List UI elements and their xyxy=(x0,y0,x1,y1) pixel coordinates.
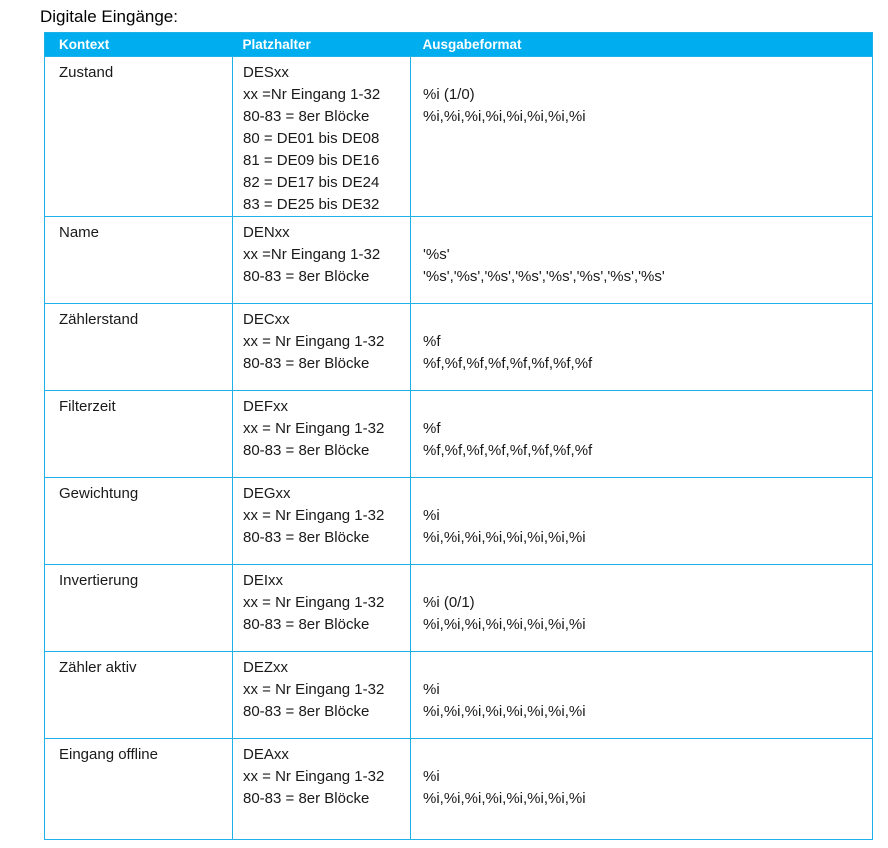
digital-inputs-table xyxy=(44,32,873,840)
table-row xyxy=(45,652,873,739)
text-line: xx = Nr Eingang 1-32 xyxy=(243,420,385,437)
text-line: %i,%i,%i,%i,%i,%i,%i,%i xyxy=(423,790,586,807)
kontext-cell: Zustand xyxy=(45,57,233,217)
platzhalter-cell xyxy=(233,217,411,304)
text-line: %i xyxy=(423,768,440,785)
text-line: %i,%i,%i,%i,%i,%i,%i,%i xyxy=(423,703,586,720)
text-line: 80-83 = 8er Blöcke xyxy=(243,529,370,546)
text-line: xx = Nr Eingang 1-32 xyxy=(243,333,385,350)
table-row xyxy=(45,57,873,217)
ausgabeformat-cell xyxy=(411,565,873,652)
text-line: 83 = DE25 bis DE32 xyxy=(243,196,380,213)
text-line: DECxx xyxy=(243,311,290,328)
table-row xyxy=(45,391,873,478)
text-line: DEGxx xyxy=(243,485,291,502)
kontext-cell: Invertierung xyxy=(45,565,233,652)
table-header-row xyxy=(45,33,873,57)
platzhalter-cell xyxy=(233,652,411,739)
kontext-cell: Name xyxy=(45,217,233,304)
table-row xyxy=(45,304,873,391)
text-line: 80-83 = 8er Blöcke xyxy=(243,442,370,459)
text-line: %i,%i,%i,%i,%i,%i,%i,%i xyxy=(423,616,586,633)
kontext-cell: Filterzeit xyxy=(45,391,233,478)
text-line: %i,%i,%i,%i,%i,%i,%i,%i xyxy=(423,108,586,125)
ausgabeformat-cell xyxy=(411,57,873,217)
ausgabeformat-cell xyxy=(411,304,873,391)
text-line: DESxx xyxy=(243,64,289,81)
text-line: %f xyxy=(423,333,441,350)
text-line: %f,%f,%f,%f,%f,%f,%f,%f xyxy=(423,442,593,459)
text-line: xx = Nr Eingang 1-32 xyxy=(243,681,385,698)
text-line: 80-83 = 8er Blöcke xyxy=(243,268,370,285)
text-line: %i xyxy=(423,681,440,698)
text-line: xx =Nr Eingang 1-32 xyxy=(243,86,381,103)
kontext-cell: Eingang offline xyxy=(45,739,233,840)
platzhalter-cell xyxy=(233,304,411,391)
text-line: %i,%i,%i,%i,%i,%i,%i,%i xyxy=(423,529,586,546)
platzhalter-cell xyxy=(233,565,411,652)
table-row xyxy=(45,478,873,565)
text-line: DEAxx xyxy=(243,746,289,763)
text-line: DEFxx xyxy=(243,398,288,415)
text-line: DEIxx xyxy=(243,572,284,589)
text-line: DENxx xyxy=(243,224,290,241)
kontext-cell: Zählerstand xyxy=(45,304,233,391)
text-line: xx =Nr Eingang 1-32 xyxy=(243,246,381,263)
text-line: 82 = DE17 bis DE24 xyxy=(243,174,380,191)
ausgabeformat-cell xyxy=(411,652,873,739)
text-line: %f xyxy=(423,420,441,437)
text-line: 80-83 = 8er Blöcke xyxy=(243,616,370,633)
text-line: 80-83 = 8er Blöcke xyxy=(243,355,370,372)
text-line: '%s' xyxy=(423,246,450,263)
platzhalter-cell xyxy=(233,57,411,217)
column-header-ausgabeformat: Ausgabeformat xyxy=(411,33,873,57)
text-line: %f,%f,%f,%f,%f,%f,%f,%f xyxy=(423,355,593,372)
text-line: xx = Nr Eingang 1-32 xyxy=(243,594,385,611)
text-line: 80-83 = 8er Blöcke xyxy=(243,703,370,720)
text-line: 80-83 = 8er Blöcke xyxy=(243,790,370,807)
ausgabeformat-cell xyxy=(411,391,873,478)
platzhalter-cell xyxy=(233,739,411,840)
platzhalter-cell xyxy=(233,391,411,478)
text-line: 80-83 = 8er Blöcke xyxy=(243,108,370,125)
text-line: 80 = DE01 bis DE08 xyxy=(243,130,380,147)
table-row xyxy=(45,739,873,840)
kontext-cell: Gewichtung xyxy=(45,478,233,565)
column-header-platzhalter: Platzhalter xyxy=(233,33,411,57)
table-row xyxy=(45,565,873,652)
text-line: 81 = DE09 bis DE16 xyxy=(243,152,380,169)
text-line: xx = Nr Eingang 1-32 xyxy=(243,768,385,785)
ausgabeformat-cell xyxy=(411,739,873,840)
ausgabeformat-cell xyxy=(411,217,873,304)
text-line: %i (0/1) xyxy=(423,594,475,611)
text-line: xx = Nr Eingang 1-32 xyxy=(243,507,385,524)
ausgabeformat-cell xyxy=(411,478,873,565)
platzhalter-cell xyxy=(233,478,411,565)
page-title: Digitale Eingänge: xyxy=(40,7,178,26)
table-row xyxy=(45,217,873,304)
text-line: %i xyxy=(423,507,440,524)
kontext-cell: Zähler aktiv xyxy=(45,652,233,739)
text-line: DEZxx xyxy=(243,659,288,676)
text-line: %i (1/0) xyxy=(423,86,475,103)
text-line: '%s','%s','%s','%s','%s','%s','%s','%s' xyxy=(423,268,665,285)
column-header-kontext: Kontext xyxy=(45,33,233,57)
